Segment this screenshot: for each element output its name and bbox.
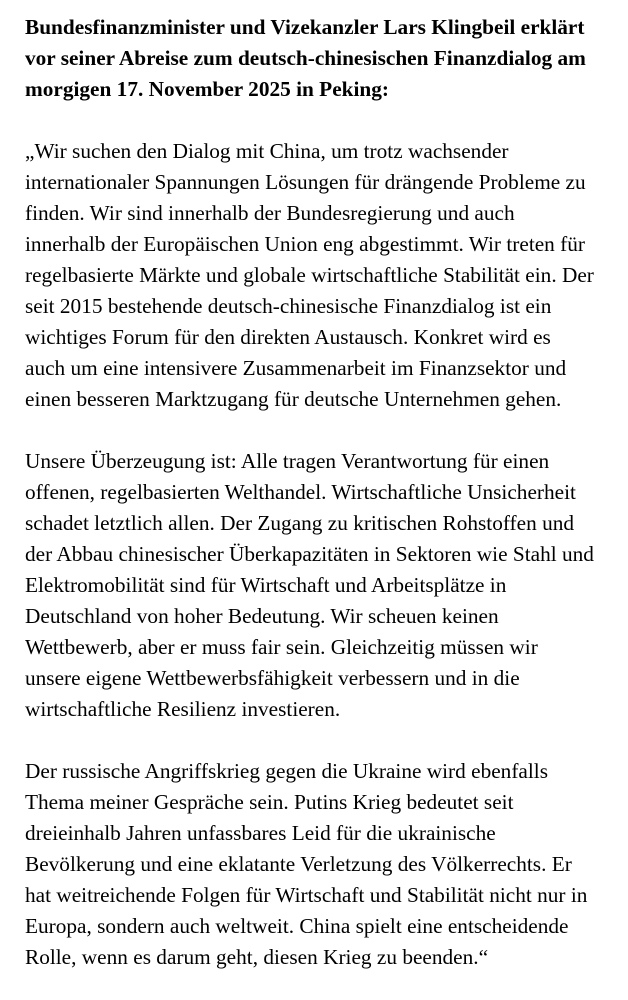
paragraph-line: Rolle, wenn es darum geht, diesen Krieg zu beenden.“ — [25, 945, 489, 969]
paragraph-line: schadet letztlich allen. Der Zugang zu kritischen Rohstoffen und — [25, 511, 575, 535]
statement-paragraph-1 — [25, 136, 612, 415]
paragraph-line: einen besseren Marktzugang für deutsche Unternehmen gehen. — [25, 387, 562, 411]
paragraph-line: „Wir suchen den Dialog mit China, um trotz wachsender — [25, 139, 509, 163]
heading-line: Bundesfinanzminister und Vizekanzler Lars Klingbeil erklärt — [25, 15, 585, 39]
paragraph-line: auch um eine intensivere Zusammenarbeit im Finanzsektor und — [25, 356, 567, 380]
paragraph-line: unsere eigene Wettbewerbsfähigkeit verbessern und in die — [25, 666, 520, 690]
paragraph-line: dreieinhalb Jahren unfassbares Leid für die ukrainische — [25, 821, 496, 845]
paragraph-line: hat weitreichende Folgen für Wirtschaft und Stabilität nicht nur in — [25, 883, 588, 907]
paragraph-line: finden. Wir sind innerhalb der Bundesregierung und auch — [25, 201, 515, 225]
paragraph-line: Deutschland von hoher Bedeutung. Wir scheuen keinen — [25, 604, 499, 628]
paragraph-line: Europa, sondern auch weltweit. China spielt eine entscheidende — [25, 914, 569, 938]
paragraph-line: regelbasierte Märkte und globale wirtschaftliche Stabilität ein. Der — [25, 263, 594, 287]
paragraph-line: wichtiges Forum für den direkten Austausch. Konkret wird es — [25, 325, 551, 349]
statement-heading — [25, 12, 612, 105]
paragraph-line: wirtschaftliche Resilienz investieren. — [25, 697, 341, 721]
statement-paragraph-3 — [25, 756, 612, 973]
paragraph-line: innerhalb der Europäischen Union eng abgestimmt. Wir treten für — [25, 232, 585, 256]
heading-line: morgigen 17. November 2025 in Peking: — [25, 77, 389, 101]
paragraph-line: seit 2015 bestehende deutsch-chinesische Finanzdialog ist ein — [25, 294, 552, 318]
paragraph-line: Bevölkerung und eine eklatante Verletzung des Völkerrechts. Er — [25, 852, 572, 876]
paragraph-line: Der russische Angriffskrieg gegen die Ukraine wird ebenfalls — [25, 759, 548, 783]
paragraph-line: Wettbewerb, aber er muss fair sein. Gleichzeitig müssen wir — [25, 635, 538, 659]
paragraph-line: internationaler Spannungen Lösungen für drängende Probleme zu — [25, 170, 586, 194]
paragraph-line: Unsere Überzeugung ist: Alle tragen Verantwortung für einen — [25, 449, 550, 473]
paragraph-line: Elektromobilität sind für Wirtschaft und Arbeitsplätze in — [25, 573, 507, 597]
paragraph-line: Thema meiner Gespräche sein. Putins Krieg bedeutet seit — [25, 790, 514, 814]
heading-line: vor seiner Abreise zum deutsch-chinesischen Finanzdialog am — [25, 46, 586, 70]
paragraph-line: der Abbau chinesischer Überkapazitäten in Sektoren wie Stahl und — [25, 542, 594, 566]
statement-paragraph-2 — [25, 446, 612, 725]
paragraph-line: offenen, regelbasierten Welthandel. Wirtschaftliche Unsicherheit — [25, 480, 576, 504]
